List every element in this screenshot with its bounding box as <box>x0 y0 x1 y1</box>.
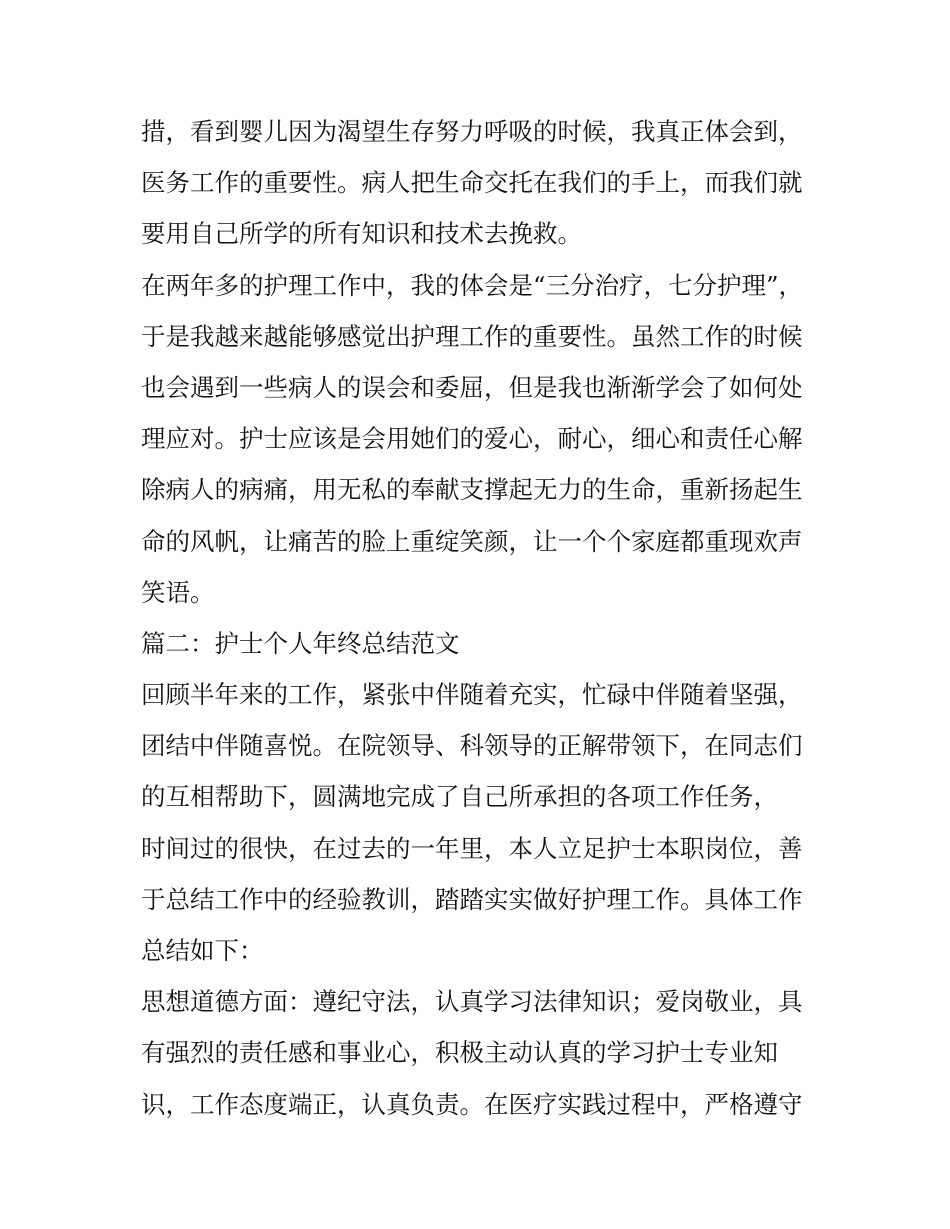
text-line-3: 要用自己所学的所有知识和技术去挽救。 <box>141 219 582 249</box>
text-line-15: 时间过的很快，在过去的一年里，本人立足护士本职岗位，善 <box>141 833 803 863</box>
text-line-13: 团结中伴随喜悦。在院领导、科领导的正解带领下，在同志们 <box>141 731 803 761</box>
text-line-18: 思想道德方面：遵纪守法，认真学习法律知识；爱岗敬业，具 <box>141 987 803 1017</box>
text-line-6: 也会遇到一些病人的误会和委屈，但是我也渐渐学会了如何处 <box>141 372 803 402</box>
text-line-19: 有强烈的责任感和事业心，积极主动认真的学习护士专业知 <box>141 1038 778 1068</box>
document-body <box>141 106 821 1130</box>
section-heading: 篇二：护士个人年终总结范文 <box>141 628 460 658</box>
text-line-5: 于是我越来越能够感觉出护理工作的重要性。虽然工作的时候 <box>141 321 803 351</box>
text-line-10: 笑语。 <box>141 577 215 607</box>
text-line-7: 理应对。护士应该是会用她们的爱心，耐心，细心和责任心解 <box>141 424 803 454</box>
text-line-1: 措，看到婴儿因为渴望生存努力呼吸的时候，我真正体会到， <box>141 117 803 146</box>
text-line-4: 在两年多的护理工作中，我的体会是“三分治疗，七分护理”， <box>141 270 804 300</box>
text-line-2: 医务工作的重要性。病人把生命交托在我们的手上，而我们就 <box>141 168 803 198</box>
text-line-12: 回顾半年来的工作，紧张中伴随着充实，忙碌中伴随着坚强， <box>141 680 803 710</box>
text-line-14: 的互相帮助下，圆满地完成了自己所承担的各项工作任务， <box>141 782 778 812</box>
text-line-9: 命的风帆，让痛苦的脸上重绽笑颜，让一个个家庭都重现欢声 <box>141 526 803 556</box>
text-line-17: 总结如下： <box>141 936 264 965</box>
text-line-16: 于总结工作中的经验教训，踏踏实实做好护理工作。具体工作 <box>141 884 803 914</box>
text-line-8: 除病人的病痛，用无私的奉献支撑起无力的生命，重新扬起生 <box>141 475 803 505</box>
text-line-20: 识，工作态度端正，认真负责。在医疗实践过程中，严格遵守 <box>141 1089 803 1119</box>
